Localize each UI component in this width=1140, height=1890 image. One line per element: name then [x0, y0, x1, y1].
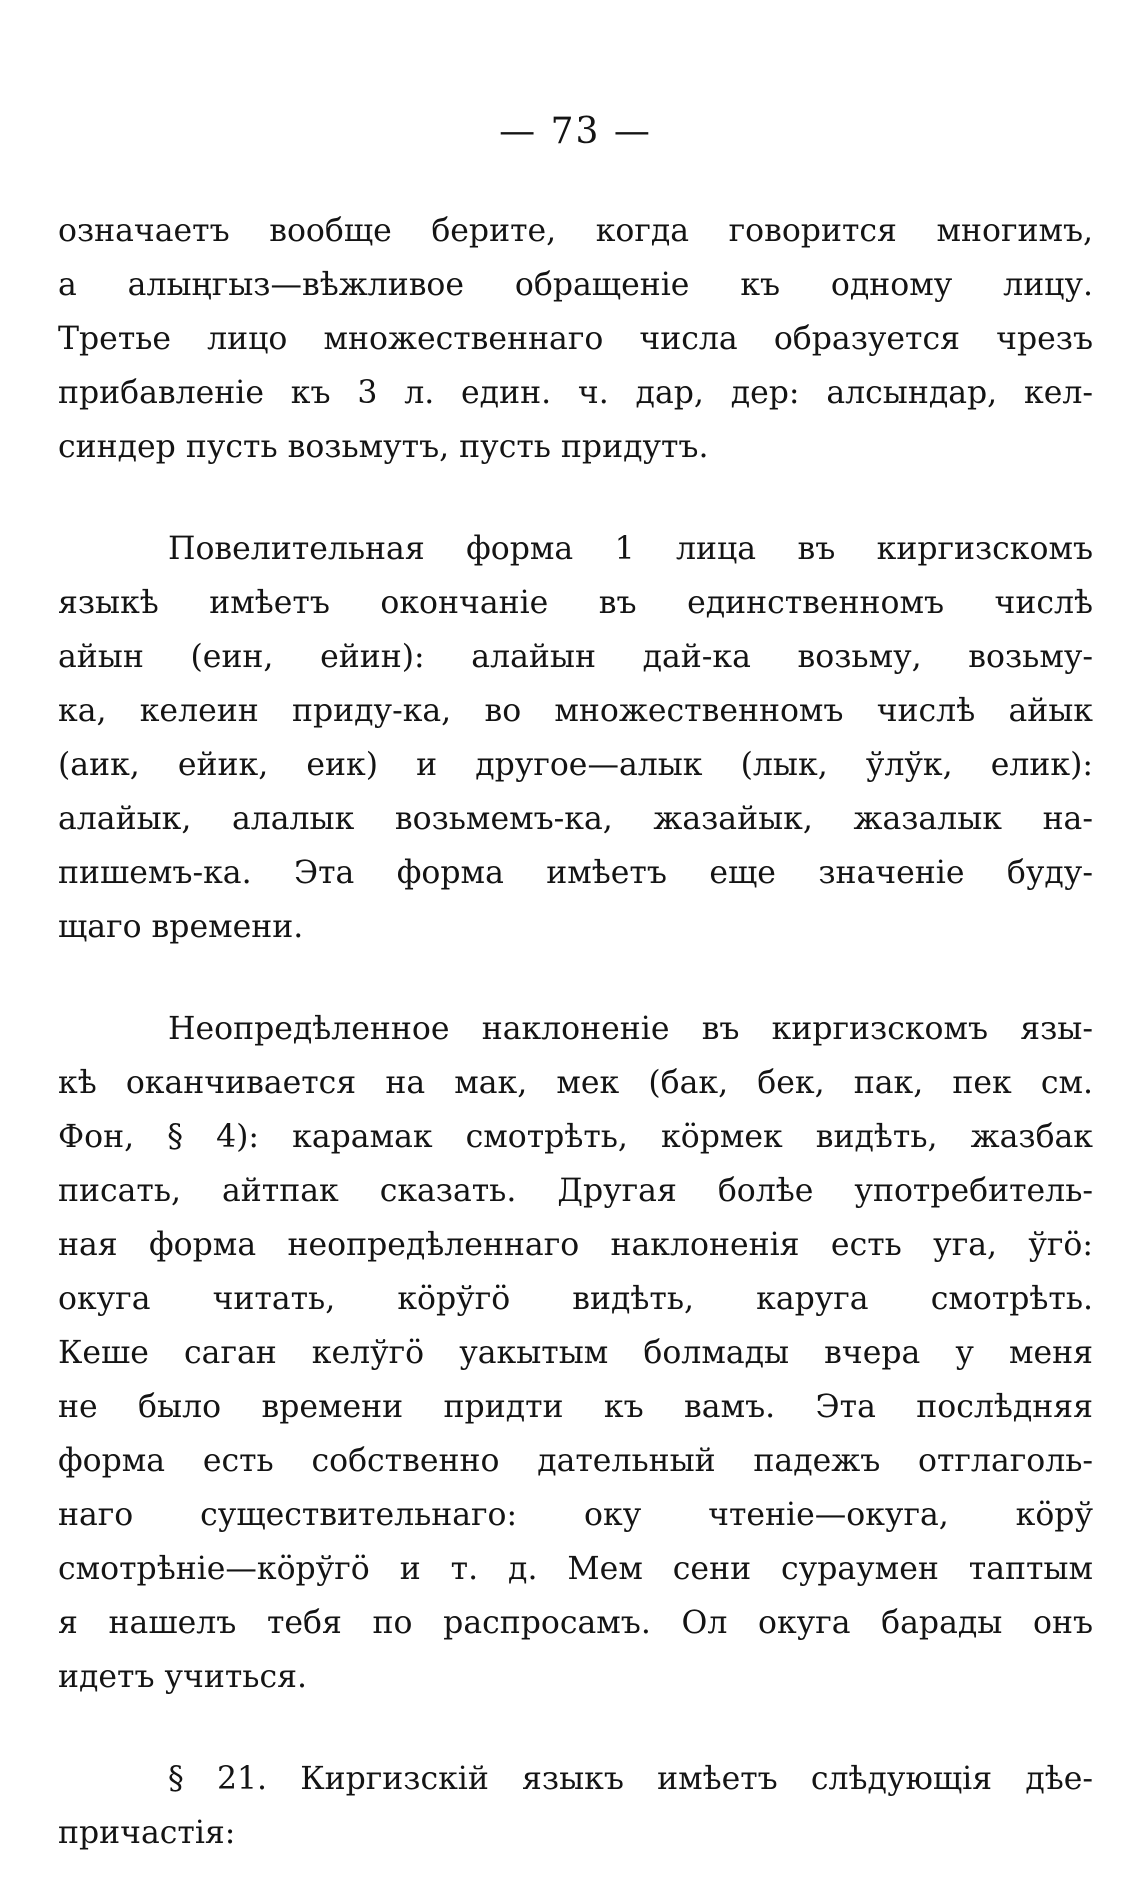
text-line: щаго времени.	[58, 909, 304, 945]
text-line: а алыңгыз—вѣжливое обращеніе къ одному лицу.	[58, 267, 1093, 303]
paragraph-gap	[58, 474, 1093, 522]
body-text	[58, 204, 1093, 1860]
text-line: ная форма неопредѣленнаго наклоненія есть уга, ўгӧ:	[58, 1227, 1093, 1263]
text-line: причастія:	[58, 1815, 236, 1851]
section-heading-line: § 21. Киргизскій языкъ имѣетъ слѣдующія дѣе-	[168, 1761, 1093, 1797]
page-number: — 73 —	[499, 111, 652, 152]
text-line: окуга читать, кӧрўгӧ видѣть, каруга смотрѣть.	[58, 1281, 1093, 1317]
paragraph-1	[58, 204, 1093, 474]
text-line: кѣ оканчивается на мак, мек (бак, бек, пак, пек см.	[58, 1065, 1093, 1101]
paragraph-gap	[58, 1704, 1093, 1752]
text-line: означаетъ вообще берите, когда говорится многимъ,	[58, 213, 1093, 249]
text-line: форма есть собственно дательный падежъ отглаголь-	[58, 1443, 1093, 1479]
text-line: пишемъ-ка. Эта форма имѣетъ еще значеніе буду-	[58, 855, 1093, 891]
text-line: языкѣ имѣетъ окончаніе въ единственномъ числѣ	[58, 585, 1093, 621]
text-line: идетъ учиться.	[58, 1659, 307, 1695]
text-line: наго существительнаго: оку чтеніе—окуга, кӧрў	[58, 1497, 1093, 1533]
text-line: ка, келеин приду-ка, во множественномъ числѣ айык	[58, 693, 1093, 729]
paragraph-gap	[58, 954, 1093, 1002]
text-line: (аик, ейик, еик) и другое—алык (лык, ўлўк, елик):	[58, 747, 1093, 783]
paragraph-3	[58, 1002, 1093, 1704]
text-line: синдер пусть возьмутъ, пусть придутъ.	[58, 429, 709, 465]
text-line: смотрѣніе—кӧрўгӧ и т. д. Мем сени сураумен таптым	[58, 1551, 1093, 1587]
text-line: айын (еин, ейин): алайын дай-ка возьму, возьму-	[58, 639, 1093, 675]
section-21-paragraph	[58, 1752, 1093, 1860]
text-line: Неопредѣленное наклоненіе въ киргизскомъ язы-	[168, 1011, 1093, 1047]
text-line: не было времени придти къ вамъ. Эта послѣдняя	[58, 1389, 1093, 1425]
text-line: Фон, § 4): карамак смотрѣть, кӧрмек видѣть, жазбак	[58, 1119, 1093, 1155]
book-page	[58, 0, 1093, 1890]
text-line: я нашелъ тебя по распросамъ. Ол окуга барады онъ	[58, 1605, 1093, 1641]
text-line: алайык, алалык возьмемъ-ка, жазайык, жазалык на-	[58, 801, 1093, 837]
text-line: Третье лицо множественнаго числа образуется чрезъ	[58, 321, 1093, 357]
paragraph-2	[58, 522, 1093, 954]
text-line: писать, айтпак сказать. Другая болѣе употребитель-	[58, 1173, 1093, 1209]
text-line: Кеше саган келўгӧ уакытым болмады вчера у меня	[58, 1335, 1093, 1371]
text-line: прибавленіе къ 3 л. един. ч. дар, дер: алсындар, кел-	[58, 375, 1093, 411]
text-line: Повелительная форма 1 лица въ киргизскомъ	[168, 531, 1093, 567]
